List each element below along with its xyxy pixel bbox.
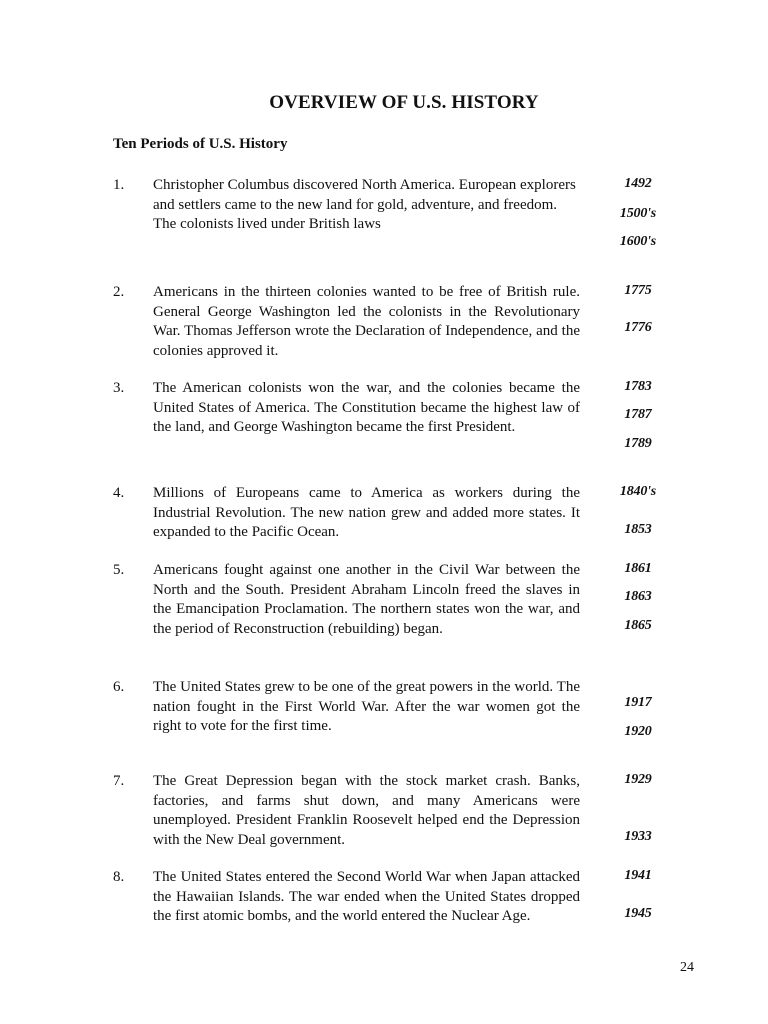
period-year: 1600's bbox=[619, 234, 657, 249]
section-subtitle: Ten Periods of U.S. History bbox=[113, 136, 288, 152]
period-number: 5. bbox=[113, 562, 125, 578]
period-year: 1783 bbox=[624, 379, 652, 394]
period-year: 1776 bbox=[624, 320, 652, 335]
page-number: 24 bbox=[680, 960, 694, 975]
period-year: 1929 bbox=[624, 772, 652, 787]
period-text: The United States grew to be one of the great powers in the world. The nation fought in the First World War. After the war women got the right to vote for the first time. bbox=[153, 679, 580, 734]
period-text: Millions of Europeans came to America as workers during the Industrial Revolution. The new nation grew and added more states. It expanded to the Pacific Ocean. bbox=[153, 485, 580, 540]
period-text: Americans fought against one another in the Civil War between the North and the South. President Abraham Lincoln freed the slaves in the Emancipation Proclamation. The northern states won the war, and the period of Reconstruction (rebuilding) began. bbox=[153, 562, 580, 637]
period-year: 1865 bbox=[624, 618, 652, 633]
period-year: 1840's bbox=[619, 484, 657, 499]
period-number: 4. bbox=[113, 485, 125, 501]
period-year: 1920 bbox=[624, 724, 652, 739]
period-year: 1861 bbox=[624, 561, 652, 576]
period-number: 8. bbox=[113, 869, 125, 885]
period-year: 1789 bbox=[624, 436, 652, 451]
period-year: 1492 bbox=[624, 176, 652, 191]
page-title: OVERVIEW OF U.S. HISTORY bbox=[269, 92, 539, 113]
period-year: 1933 bbox=[624, 829, 652, 844]
period-text: The American colonists won the war, and the colonies became the United States of America. The Constitution became the highest law of the land, and George Washington became the first President. bbox=[153, 380, 580, 435]
period-year: 1500's bbox=[619, 206, 657, 221]
period-year: 1853 bbox=[624, 522, 652, 537]
period-year: 1775 bbox=[624, 283, 652, 298]
period-number: 7. bbox=[113, 773, 125, 789]
period-text: The United States entered the Second World War when Japan attacked the Hawaiian Islands. The war ended when the United States dropped the first atomic bombs, and the world entered the Nuclear Age. bbox=[153, 869, 580, 924]
period-text: Americans in the thirteen colonies wanted to be free of British rule. General George Washington led the colonists in the Revolutionary War. Thomas Jefferson wrote the Declaration of Independence, and the colonies approved it. bbox=[153, 284, 580, 359]
period-number: 2. bbox=[113, 284, 125, 300]
period-year: 1917 bbox=[624, 695, 652, 710]
period-year: 1787 bbox=[624, 407, 652, 422]
period-year: 1863 bbox=[624, 589, 652, 604]
period-number: 6. bbox=[113, 679, 125, 695]
period-number: 1. bbox=[113, 177, 125, 193]
period-year: 1945 bbox=[624, 906, 652, 921]
period-number: 3. bbox=[113, 380, 125, 396]
period-text: Christopher Columbus discovered North America. European explorers and settlers came to the new land for gold, adventure, and freedom. The colonists lived under British laws bbox=[153, 177, 576, 232]
period-text: The Great Depression began with the stock market crash. Banks, factories, and farms shut down, and many Americans were unemployed. President Franklin Roosevelt helped end the Depression with the New Deal government. bbox=[153, 773, 580, 848]
period-year: 1941 bbox=[624, 868, 652, 883]
